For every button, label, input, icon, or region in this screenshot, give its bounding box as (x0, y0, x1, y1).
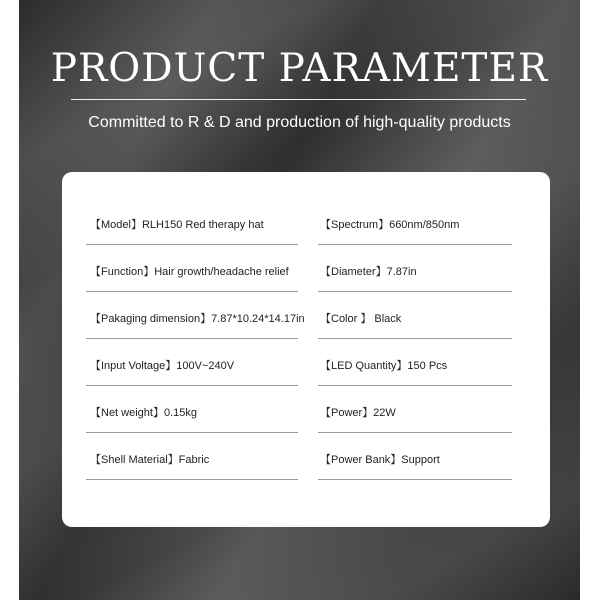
param-power: 【Power】22W (320, 407, 396, 419)
param-cell-left (86, 291, 305, 339)
param-cell-right (318, 197, 512, 245)
param-led-quantity: 【LED Quantity】150 Pcs (320, 360, 448, 372)
param-cell-right (318, 385, 512, 433)
param-row (86, 338, 510, 385)
page-title: PRODUCT PARAMETER (50, 46, 549, 91)
param-cell-left (86, 338, 298, 386)
param-cell-left (86, 385, 298, 433)
param-row (86, 432, 510, 479)
param-packaging-dimension: 【Pakaging dimension】7.87*10.24*14.17in (90, 313, 305, 325)
param-cell-left (86, 244, 298, 292)
title-divider (71, 99, 526, 100)
parameter-card (62, 172, 550, 527)
param-function: 【Function】Hair growth/headache relief (90, 266, 289, 278)
param-cell-left (86, 432, 298, 480)
param-row (86, 385, 510, 432)
param-spectrum: 【Spectrum】660nm/850nm (320, 219, 460, 231)
param-shell-material: 【Shell Material】Fabric (90, 454, 210, 466)
param-cell-left (86, 197, 298, 245)
param-cell-right (318, 291, 512, 339)
param-power-bank: 【Power Bank】Support (320, 454, 440, 466)
product-parameter-banner (19, 0, 580, 600)
param-row (86, 244, 510, 291)
param-cell-right (318, 432, 512, 480)
page-subtitle: Committed to R & D and production of high-quality products (88, 114, 511, 131)
param-input-voltage: 【Input Voltage】100V~240V (90, 360, 235, 372)
param-model: 【Model】RLH150 Red therapy hat (90, 219, 264, 231)
param-color: 【Color 】 Black (320, 313, 402, 325)
param-diameter: 【Diameter】7.87in (320, 266, 417, 278)
param-net-weight: 【Net weight】0.15kg (90, 407, 197, 419)
param-cell-right (318, 338, 512, 386)
param-row (86, 291, 510, 338)
param-cell-right (318, 244, 512, 292)
param-row (86, 197, 510, 244)
